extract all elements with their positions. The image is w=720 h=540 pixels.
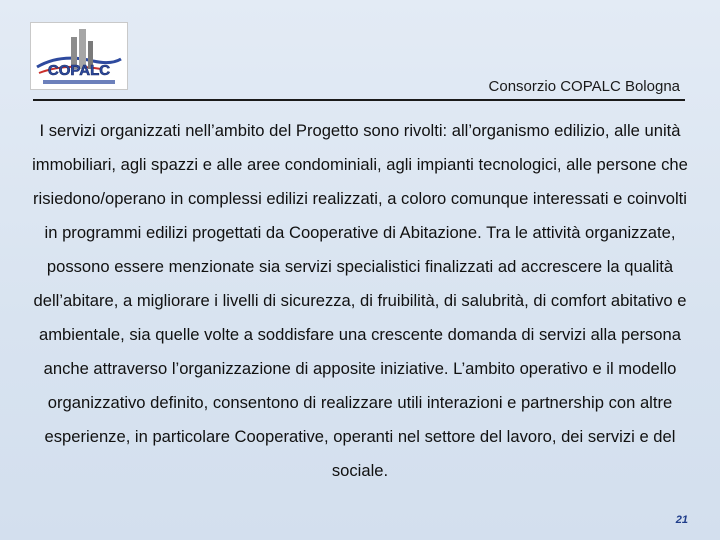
body-paragraph: I servizi organizzati nell’ambito del Progetto sono rivolti: all’organismo edilizio, alle unità immobiliari, agli spazzi e alle aree condominiali, agli impianti tecnologici, alle persone che risiedono/operano in complessi edilizi realizzati, a coloro comunque interessati e coinvolti in programmi edilizi progettati da Cooperative di Abitazione. Tra le attività organizzate, possono essere menzionate sia servizi specialistici finalizzati ad accrescere la qualità dell’abitare, a migliorare i livelli di sicurezza, di fruibilità, di salubrità, di comfort abitativo e ambientale, sia quelle volte a soddisfare una crescente domanda di servizi alla persona anche attraverso l’organizzazione di apposite iniziative. L’ambito operativo e il modello organizzativo definito, consentono di realizzare utili interazioni e partnership con altre esperienze, in particolare Cooperative, operanti nel settore del lavoro, dei servizi e del sociale. (32, 121, 688, 480)
logo-wordmark: COPALC (47, 62, 111, 79)
logo-underbar (43, 80, 115, 84)
copalc-logo-graphic (31, 23, 127, 89)
header-divider (33, 99, 685, 101)
page-number: 21 (675, 514, 688, 526)
copalc-logo (30, 22, 128, 90)
header-title: Consorzio COPALC Bologna (488, 78, 680, 95)
